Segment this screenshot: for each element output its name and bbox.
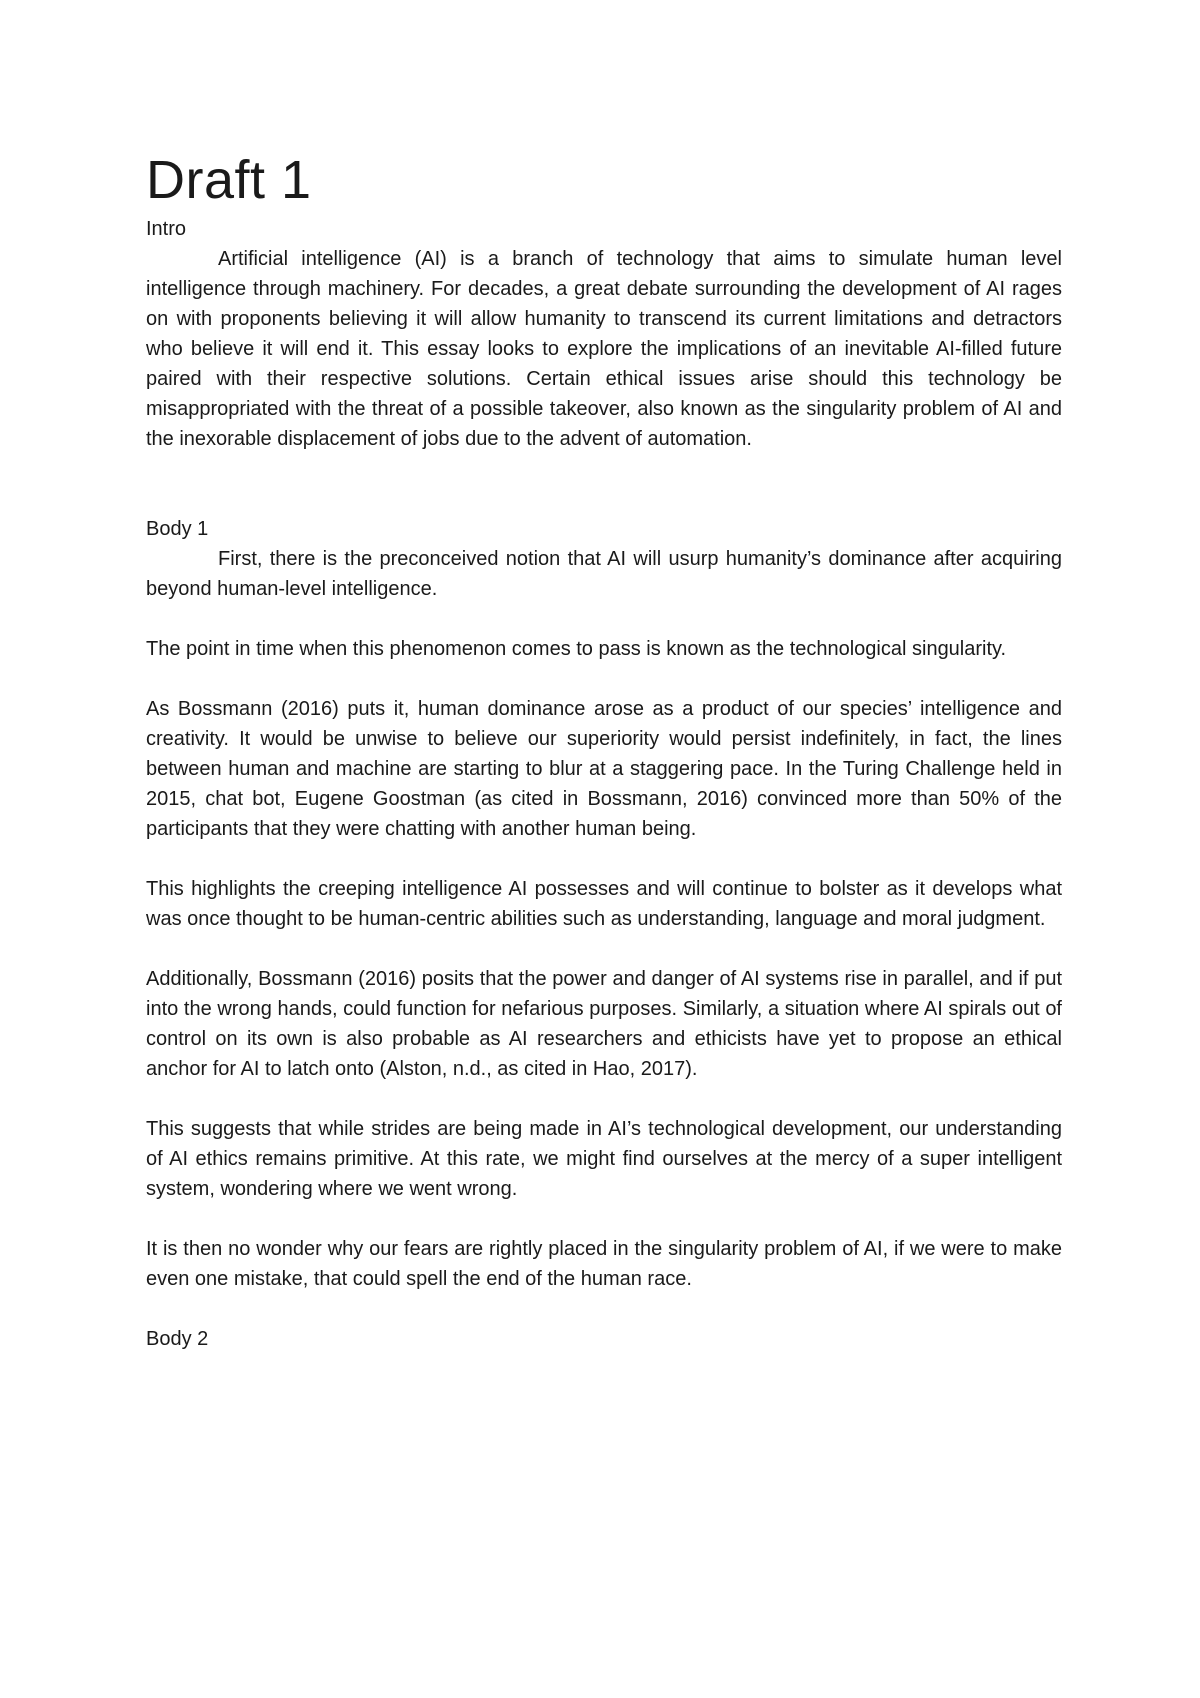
body1-paragraph-5: Additionally, Bossmann (2016) posits that the power and danger of AI systems rise in parallel, and if put into the wrong hands, could function for nefarious purposes. Similarly, a situation where AI spirals out of control on its own is also probable as AI researchers and ethicists have yet to propose an ethical anchor for AI to latch onto (Alston, n.d., as cited in Hao, 2017). [146, 968, 1062, 1080]
body1-paragraph-6: This suggests that while strides are being made in AI’s technological development, our understanding of AI ethics remains primitive. At this rate, we might find ourselves at the mercy of a super intelligent system, wondering where we went wrong. [146, 1118, 1062, 1200]
body1-paragraph-7: It is then no wonder why our fears are rightly placed in the singularity problem of AI, if we were to make even one mistake, that could spell the end of the human race. [146, 1238, 1062, 1290]
paragraph-spacer [146, 664, 1062, 694]
paragraph-spacer [146, 1084, 1062, 1114]
paragraph-spacer [146, 1204, 1062, 1234]
paragraph-spacer [146, 604, 1062, 634]
body1-paragraph-2: The point in time when this phenomenon comes to pass is known as the technological singularity. [146, 638, 1007, 660]
document-title: Draft 1 [146, 150, 312, 210]
intro-paragraph: Artificial intelligence (AI) is a branch of technology that aims to simulate human level intelligence through machinery. For decades, a great debate surrounding the development of AI rages on with proponents believing it will allow humanity to transcend its current limitations and detractors who believe it will end it. This essay looks to explore the implications of an inevitable AI-filled future paired with their respective solutions. Certain ethical issues arise should this technology be misappropriated with the threat of a possible takeover, also known as the singularity problem of AI and the inexorable displacement of jobs due to the advent of automation. [146, 248, 1062, 450]
paragraph-spacer [146, 844, 1062, 874]
body1-heading: Body 1 [146, 518, 209, 540]
body1-paragraph-4: This highlights the creeping intelligence AI possesses and will continue to bolster as it develops what was once thought to be human-centric abilities such as understanding, language and moral judgment. [146, 878, 1062, 930]
section-spacer [146, 1294, 1062, 1324]
body1-paragraph-3: As Bossmann (2016) puts it, human dominance arose as a product of our species’ intelligence and creativity. It would be unwise to believe our superiority would persist indefinitely, in fact, the lines between human and machine are starting to blur at a staggering pace. In the Turing Challenge held in 2015, chat bot, Eugene Goostman (as cited in Bossmann, 2016) convinced more than 50% of the participants that they were chatting with another human being. [146, 698, 1062, 840]
body1-paragraph-1: First, there is the preconceived notion that AI will usurp humanity’s dominance after acquiring beyond human-level intelligence. [146, 548, 1062, 600]
body2-heading: Body 2 [146, 1328, 209, 1350]
section-spacer [146, 454, 1062, 514]
paragraph-spacer [146, 934, 1062, 964]
intro-heading: Intro [146, 218, 187, 240]
document-content [146, 148, 1062, 1354]
